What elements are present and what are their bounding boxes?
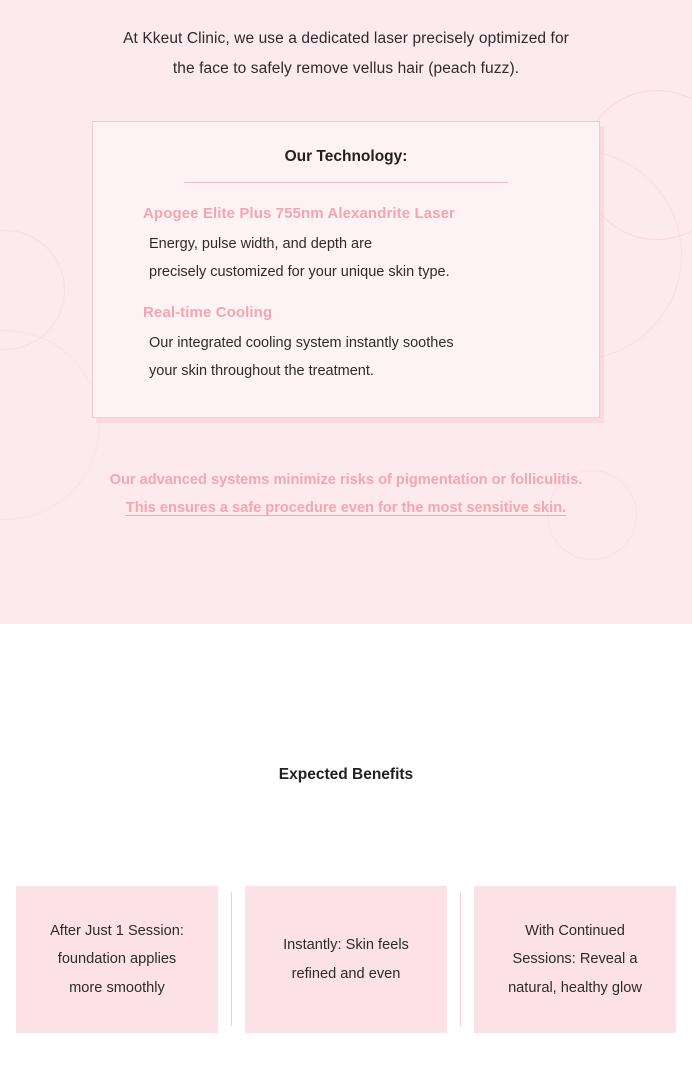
- technology-card-title: Our Technology:: [284, 147, 408, 165]
- benefit-card-line-3: more smoothly: [69, 979, 165, 996]
- intro-line-1: At Kkeut Clinic, we use a dedicated laser precisely optimized for: [123, 30, 569, 47]
- benefit-card: [474, 886, 676, 1033]
- intro-line-2: the face to safely remove vellus hair (peach fuzz).: [172, 59, 520, 77]
- card-divider: [231, 892, 232, 1026]
- intro-paragraph: [0, 0, 692, 84]
- benefits-title: Expected Benefits: [278, 766, 414, 783]
- technology-list: [93, 183, 599, 414]
- benefit-card: [245, 886, 447, 1033]
- benefit-card: [16, 886, 218, 1033]
- technology-item: [143, 304, 549, 386]
- technology-item: [143, 205, 549, 287]
- benefit-card-text: [508, 917, 642, 1002]
- technology-card: [92, 121, 600, 418]
- benefit-card-line-1: After Just 1 Session:: [50, 922, 184, 939]
- benefits-card-row: [16, 886, 676, 1033]
- benefits-section: [0, 624, 692, 1080]
- technology-item-description: [143, 329, 549, 386]
- technology-item-title: Real-time Cooling: [143, 304, 273, 322]
- technology-item-description: [143, 230, 549, 287]
- benefit-card-line-2: Sessions: Reveal a: [512, 951, 638, 968]
- technology-item-description-line-2: precisely customized for your unique skin type.: [149, 263, 450, 280]
- technology-item-description-line-1: Our integrated cooling system instantly soothes: [149, 335, 454, 352]
- benefit-card-line-2: refined and even: [291, 965, 401, 982]
- benefit-card-text: [283, 931, 409, 988]
- safety-note-line-1: Our advanced systems minimize risks of pigmentation or folliculitis.: [109, 471, 583, 488]
- benefit-card-text: [50, 917, 184, 1002]
- benefit-card-line-2: foundation applies: [57, 951, 177, 968]
- safety-note: [0, 466, 692, 523]
- card-divider: [460, 892, 461, 1026]
- technology-item-description-line-1: Energy, pulse width, and depth are: [149, 235, 373, 252]
- benefit-card-line-1: With Continued: [525, 922, 625, 939]
- decorative-circle-icon: [0, 230, 65, 350]
- technology-item-description-line-2: your skin throughout the treatment.: [149, 363, 374, 380]
- safety-note-line-2: This ensures a safe procedure even for the most sensitive skin.: [125, 499, 567, 516]
- benefit-card-line-1: Instantly: Skin feels: [283, 937, 409, 954]
- technology-item-title: Apogee Elite Plus 755nm Alexandrite Laser: [143, 204, 455, 222]
- benefit-card-line-3: natural, healthy glow: [508, 979, 642, 996]
